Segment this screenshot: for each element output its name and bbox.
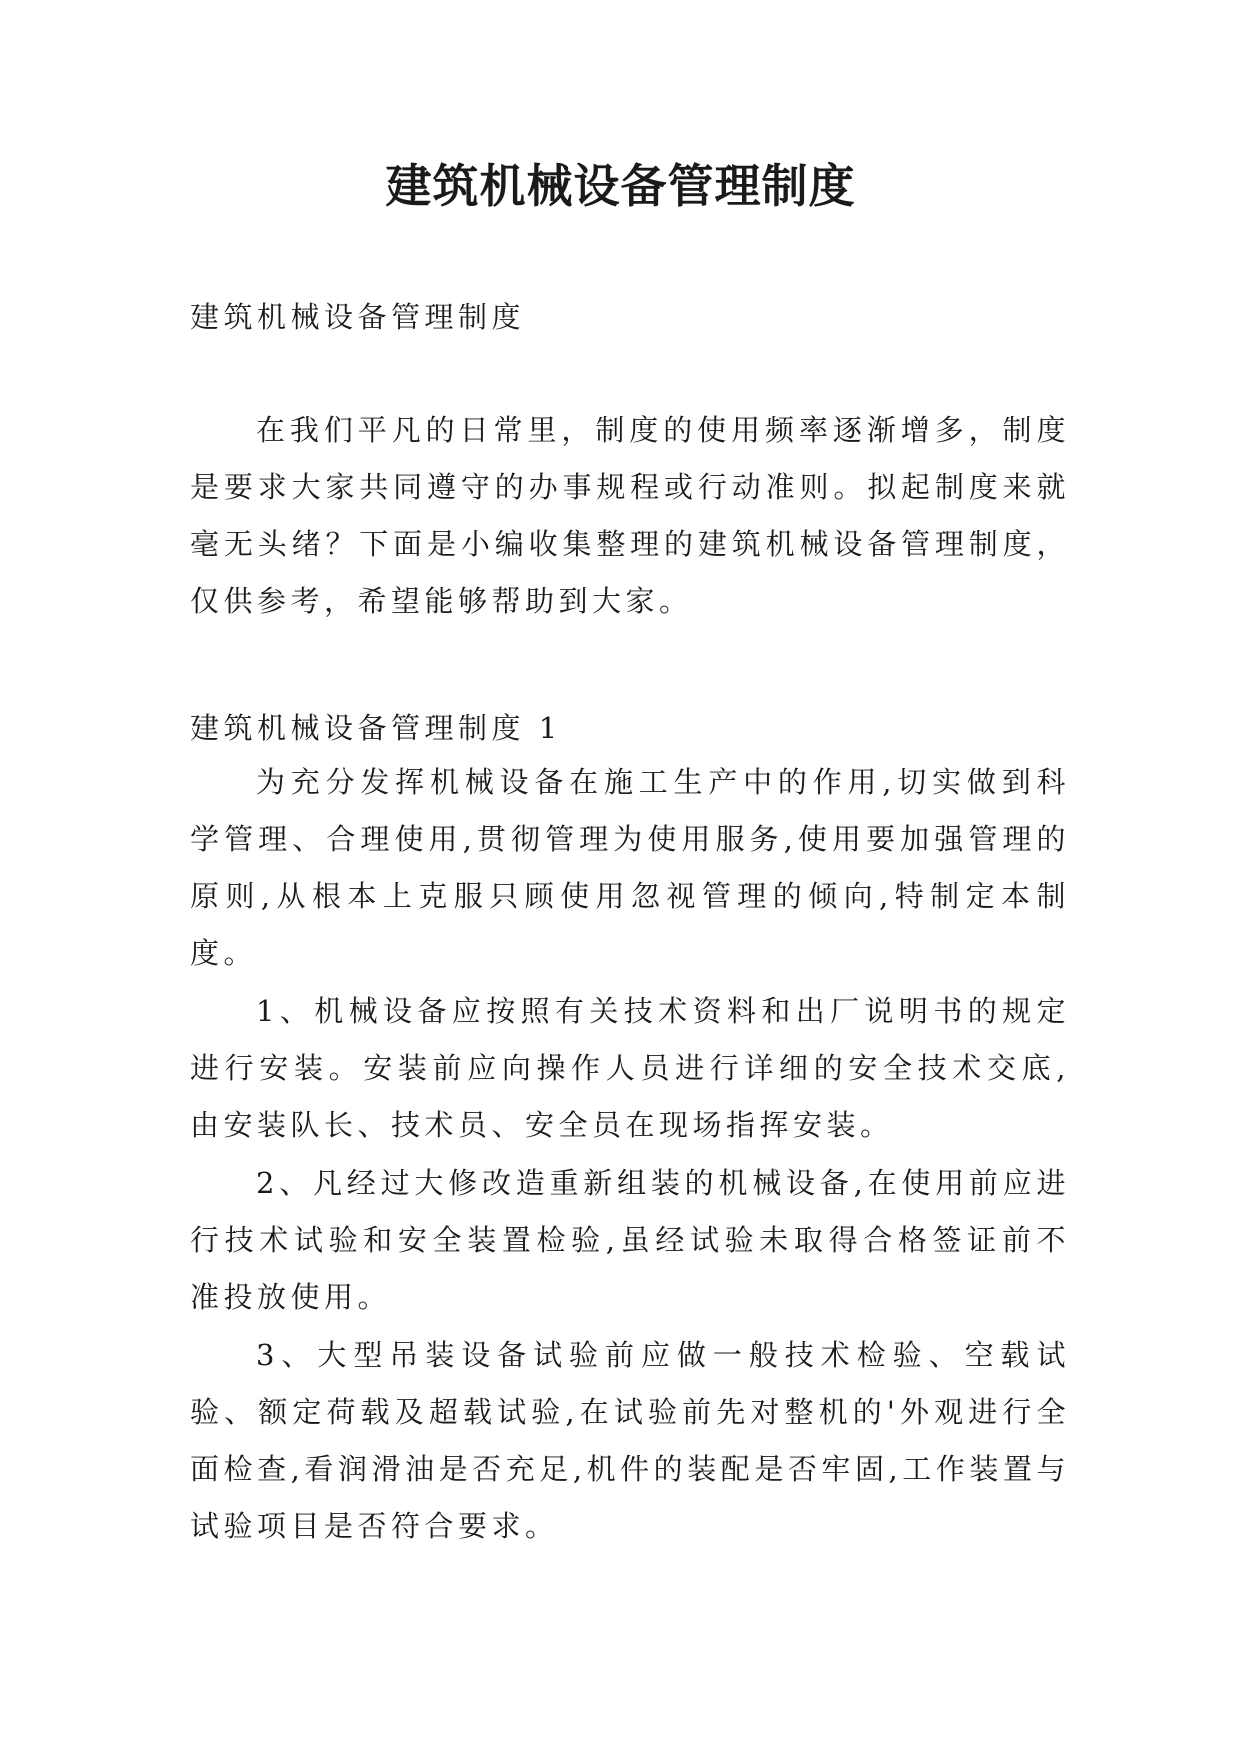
body-paragraph: 1、机械设备应按照有关技术资料和出厂说明书的规定进行安装。安装前应向操作人员进行详细的安全技术交底,由安装队长、技术员、安全员在现场指挥安装。: [190, 994, 1070, 1142]
document-title: 建筑机械设备管理制度: [385, 159, 856, 213]
body-paragraph: 3、大型吊装设备试验前应做一般技术检验、空载试验、额定荷载及超载试验,在试验前先对整机的'外观进行全面检查,看润滑油是否充足,机件的装配是否牢固,工作装置与试验项目是否符合要求。: [190, 1338, 1070, 1543]
intro-paragraph: 在我们平凡的日常里，制度的使用频率逐渐增多，制度是要求大家共同遵守的办事规程或行动准则。拟起制度来就毫无头绪？下面是小编收集整理的建筑机械设备管理制度，仅供参考，希望能够帮助到大家。: [190, 413, 1070, 618]
body-paragraph: 2、凡经过大修改造重新组装的机械设备,在使用前应进行技术试验和安全装置检验,虽经试验未取得合格签证前不准投放使用。: [190, 1166, 1070, 1314]
document-subtitle: 建筑机械设备管理制度: [190, 300, 526, 334]
section-heading: 建筑机械设备管理制度 1: [190, 711, 562, 745]
body-paragraph: 为充分发挥机械设备在施工生产中的作用,切实做到科学管理、合理使用,贯彻管理为使用服务,使用要加强管理的原则,从根本上克服只顾使用忽视管理的倾向,特制定本制度。: [190, 765, 1070, 970]
